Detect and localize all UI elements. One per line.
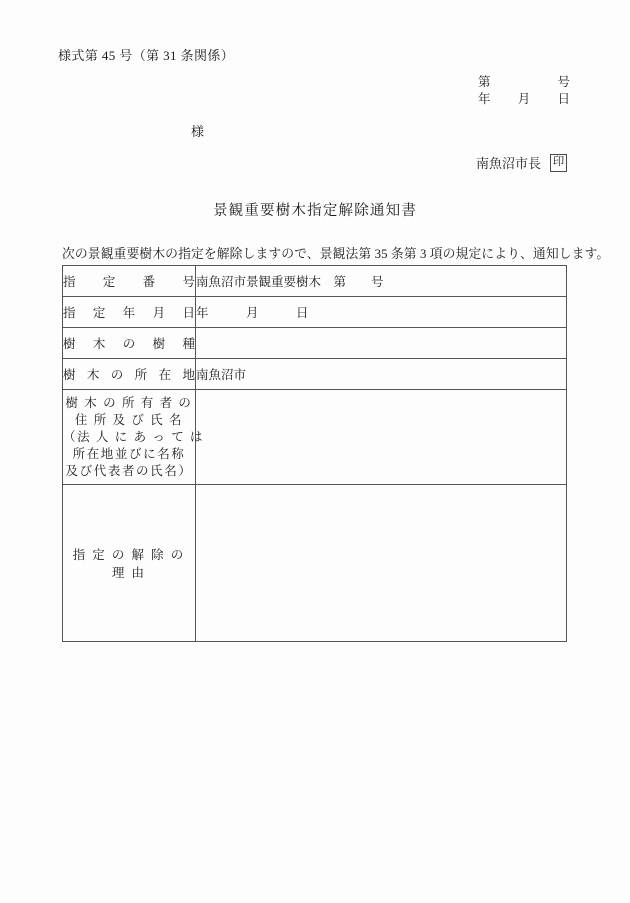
label-char: 定 [102,275,116,289]
label-text [63,272,195,290]
label-char: 在 [158,368,172,382]
issue-date-month: 月 [517,92,531,106]
document-number-and-date-block [478,74,570,108]
row-label-designation-number [63,266,196,297]
table-row [63,328,567,359]
document-number-line [478,74,570,91]
label-char: 定 [92,306,106,320]
table-row [63,297,567,328]
table-row [63,266,567,297]
document-number-label: 第 [478,75,491,89]
label-line: （法 人 に あ っ て は [63,429,205,444]
label-text [63,365,195,383]
label-char: 日 [182,306,195,320]
row-value-tree-species[interactable] [196,328,567,359]
label-char: 木 [92,337,106,351]
table-row [63,359,567,390]
row-value-tree-location[interactable]: 南魚沼市 [196,359,567,390]
row-label-tree-species [63,328,196,359]
label-char: 種 [182,337,195,351]
issue-date-year: 年 [478,92,491,106]
label-char: の [122,337,136,351]
seal-icon: 印 [550,154,567,172]
lead-paragraph: 次の景観重要樹木の指定を解除しますので、景観法第 35 条第 3 項の規定により、通知します。 [62,247,610,261]
row-label-owner-address-name [63,390,205,485]
issue-date-day: 日 [557,92,570,106]
label-line: 住 所 及 び 氏 名 [74,412,184,427]
page-title: 景観重要樹木指定解除通知書 [212,203,418,219]
table-body [63,266,567,642]
label-char: 指 [63,306,76,320]
label-line: 樹 木 の 所 有 者 の [65,395,193,410]
label-char: 指 [63,275,76,289]
document-number-unit: 号 [557,75,570,89]
row-label-designation-date [63,297,196,328]
label-char: 所 [134,368,148,382]
form-number: 様式第 45 号（第 31 条関係） [58,48,235,63]
table-row [63,390,567,485]
label-char: 樹 [63,368,76,382]
row-label-tree-location [63,359,196,390]
label-char: 月 [152,306,166,320]
label-text [63,303,195,321]
issuer-name: 南魚沼市長 [476,156,542,171]
label-line: 所在地並びに名称 [72,446,186,461]
label-text [63,334,195,352]
issuer-block [476,153,567,172]
row-value-owner-address-name[interactable] [196,390,567,485]
label-char: の [110,368,124,382]
row-value-designation-number[interactable]: 南魚沼市景観重要樹木 第 号 [196,266,567,297]
row-value-designation-date[interactable]: 年 月 日 [196,297,567,328]
row-value-revocation-reason[interactable] [196,485,567,642]
label-char: 木 [86,368,100,382]
notification-table [62,265,567,642]
label-char: 地 [182,368,195,382]
label-line: 及び代表者の氏名） [65,463,193,478]
label-char: 樹 [63,337,76,351]
label-char: 年 [122,306,136,320]
table-row [63,485,567,642]
label-char: 番 [142,275,156,289]
row-label-revocation-reason: 指 定 の 解 除 の 理 由 [63,485,196,642]
issue-date-line [478,91,570,108]
addressee-honorific: 様 [191,124,205,139]
label-char: 樹 [152,337,166,351]
label-char: 号 [182,275,195,289]
